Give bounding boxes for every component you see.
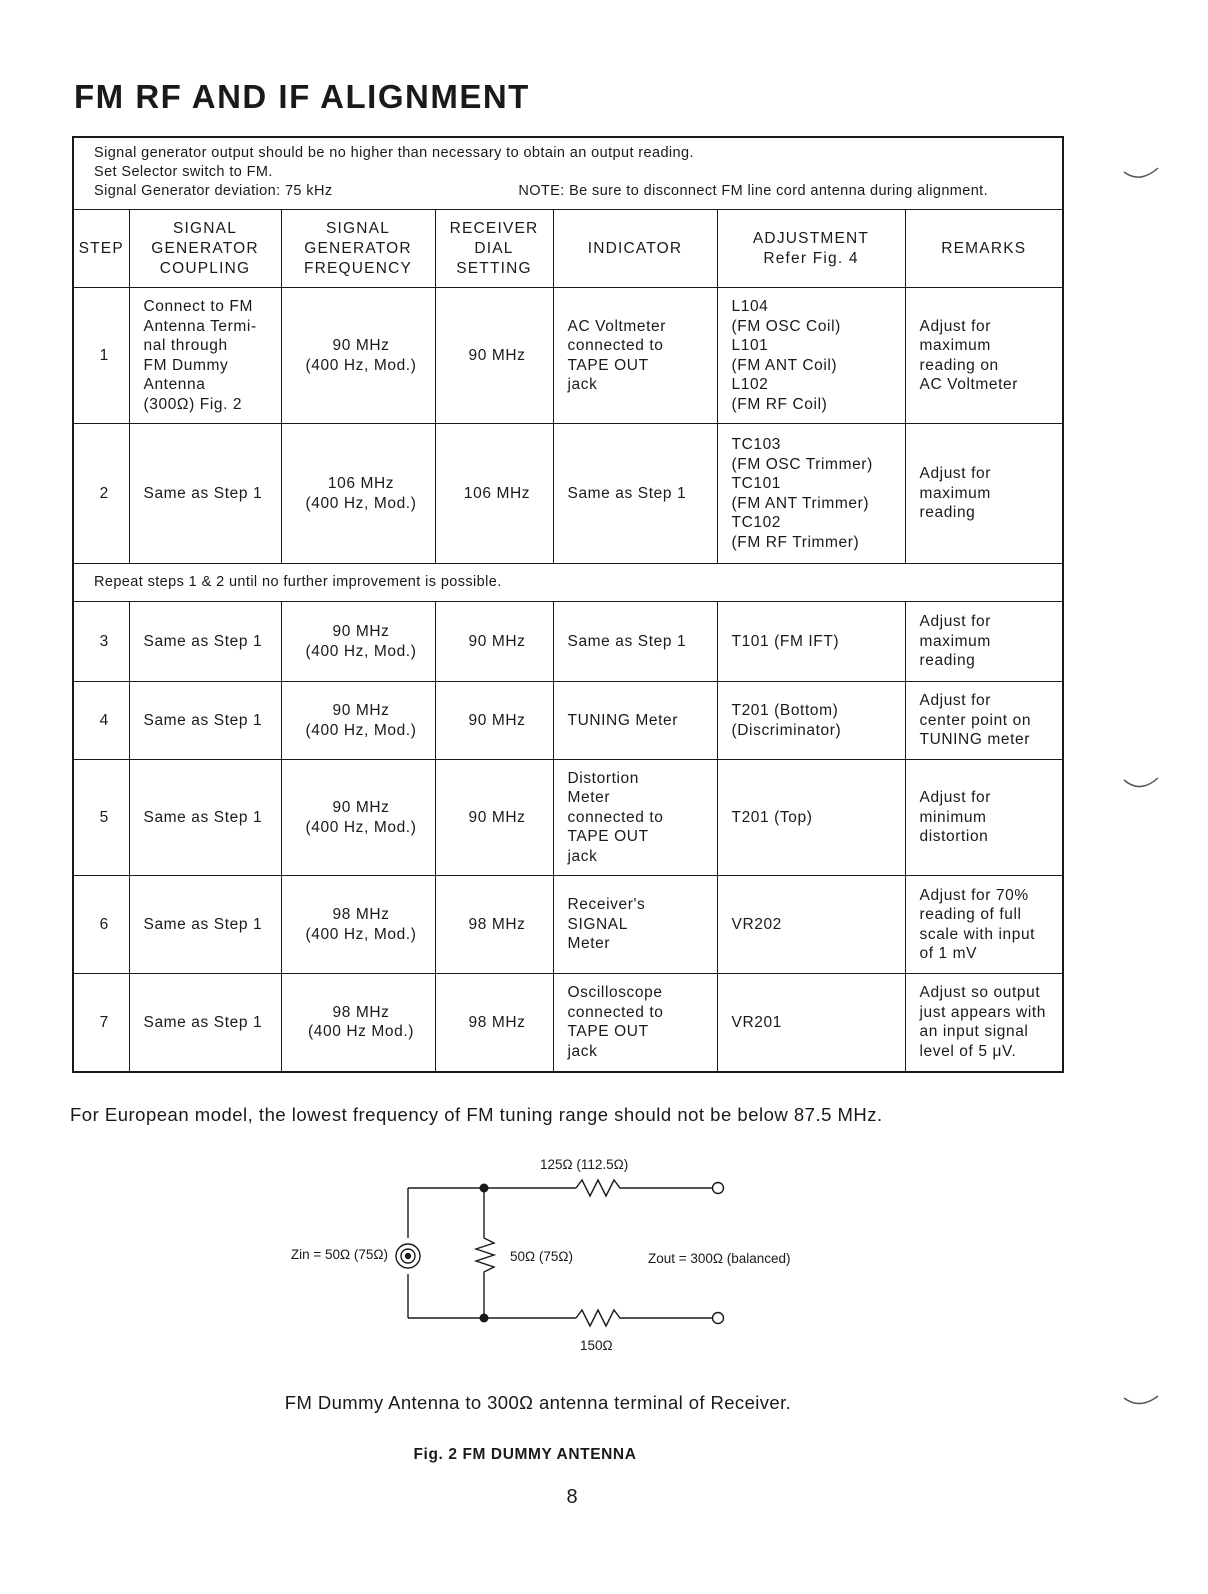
indicator-cell: TUNING Meter: [553, 682, 717, 760]
shunt-resistor-label: 50Ω (75Ω): [510, 1249, 573, 1264]
header-indicator: INDICATOR: [553, 210, 717, 288]
page-number: 8: [566, 1486, 578, 1508]
header-coupling: SIGNAL GENERATOR COUPLING: [129, 210, 281, 288]
table-row: [73, 682, 1063, 760]
step-cell: 4: [73, 682, 129, 760]
frequency-cell: 106 MHz (400 Hz, Mod.): [281, 424, 435, 564]
frequency-cell: 90 MHz (400 Hz, Mod.): [281, 760, 435, 876]
header-remarks: REMARKS: [905, 210, 1063, 288]
figure-caption: FM Dummy Antenna to 300Ω antenna terminal of Receiver.: [284, 1392, 792, 1413]
note-selector: Set Selector switch to FM.: [94, 164, 273, 180]
coupling-cell: Same as Step 1: [129, 974, 281, 1072]
binder-hole-mark-top: [1122, 162, 1162, 186]
output-terminal-bottom: [713, 1313, 724, 1324]
adjustment-cell: VR201: [717, 974, 905, 1072]
note-deviation: Signal Generator deviation: 75 kHz: [94, 183, 333, 199]
indicator-cell: AC Voltmeter connected to TAPE OUT jack: [553, 288, 717, 424]
frequency-cell: 90 MHz (400 Hz, Mod.): [281, 602, 435, 682]
alignment-table-wrapper: [72, 136, 1062, 1073]
bottom-series-resistor: [576, 1310, 712, 1326]
step-cell: 7: [73, 974, 129, 1072]
remarks-cell: Adjust so output just appears with an input signal level of 5 μV.: [905, 974, 1063, 1072]
header-dial: RECEIVER DIAL SETTING: [435, 210, 553, 288]
table-row: [73, 424, 1063, 564]
coupling-cell: Same as Step 1: [129, 760, 281, 876]
indicator-cell: Same as Step 1: [553, 424, 717, 564]
remarks-cell: Adjust for maximum reading: [905, 602, 1063, 682]
adjustment-cell: T101 (FM IFT): [717, 602, 905, 682]
step-cell: 5: [73, 760, 129, 876]
binder-hole-mark-middle: [1122, 772, 1162, 796]
note-disconnect: NOTE: Be sure to disconnect FM line cord antenna during alignment.: [518, 183, 989, 199]
output-terminal-top: [713, 1183, 724, 1194]
coupling-cell: Same as Step 1: [129, 424, 281, 564]
indicator-cell: Same as Step 1: [553, 602, 717, 682]
remarks-cell: Adjust for minimum distortion: [905, 760, 1063, 876]
step-cell: 6: [73, 876, 129, 974]
repeat-row: [73, 564, 1063, 602]
adjustment-cell: T201 (Bottom) (Discriminator): [717, 682, 905, 760]
binder-hole-mark-bottom: [1122, 1390, 1162, 1414]
indicator-cell: Oscilloscope connected to TAPE OUT jack: [553, 974, 717, 1072]
header-adjustment: ADJUSTMENT Refer Fig. 4: [717, 210, 905, 288]
notes-cell: [73, 137, 1063, 210]
coax-center-pin: [405, 1253, 411, 1259]
remarks-cell: Adjust for 70% reading of full scale with input of 1 mV: [905, 876, 1063, 974]
top-resistor-label: 125Ω (112.5Ω): [540, 1157, 629, 1172]
coupling-cell: Same as Step 1: [129, 682, 281, 760]
frequency-cell: 98 MHz (400 Hz Mod.): [281, 974, 435, 1072]
dial-cell: 98 MHz: [435, 876, 553, 974]
dial-cell: 106 MHz: [435, 424, 553, 564]
coupling-cell: Same as Step 1: [129, 876, 281, 974]
table-row: [73, 876, 1063, 974]
dial-cell: 98 MHz: [435, 974, 553, 1072]
coupling-cell: Connect to FM Antenna Termi- nal through FM Dummy Antenna (300Ω) Fig. 2: [129, 288, 281, 424]
european-model-note: For European model, the lowest frequency of FM tuning range should not be below 87.5 MHz.: [70, 1104, 883, 1125]
header-step: STEP: [73, 210, 129, 288]
top-series-resistor: [576, 1180, 712, 1196]
remarks-cell: Adjust for maximum reading: [905, 424, 1063, 564]
adjustment-cell: T201 (Top): [717, 760, 905, 876]
step-cell: 2: [73, 424, 129, 564]
dial-cell: 90 MHz: [435, 288, 553, 424]
junction-dot-bottom: [480, 1314, 489, 1323]
shunt-resistor: [476, 1188, 494, 1318]
frequency-cell: 98 MHz (400 Hz, Mod.): [281, 876, 435, 974]
adjustment-cell: TC103 (FM OSC Trimmer) TC101 (FM ANT Trimmer) TC102 (FM RF Trimmer): [717, 424, 905, 564]
note-output-level: Signal generator output should be no higher than necessary to obtain an output reading.: [94, 145, 694, 161]
step-cell: 1: [73, 288, 129, 424]
header-row: [73, 210, 1063, 288]
dial-cell: 90 MHz: [435, 760, 553, 876]
notes-row: [73, 137, 1063, 210]
indicator-cell: Receiver's SIGNAL Meter: [553, 876, 717, 974]
figure-label: Fig. 2 FM DUMMY ANTENNA: [413, 1446, 637, 1463]
frequency-cell: 90 MHz (400 Hz, Mod.): [281, 682, 435, 760]
page-title: FM RF AND IF ALIGNMENT: [74, 78, 530, 115]
frequency-cell: 90 MHz (400 Hz, Mod.): [281, 288, 435, 424]
indicator-cell: Distortion Meter connected to TAPE OUT jack: [553, 760, 717, 876]
repeat-note: Repeat steps 1 & 2 until no further improvement is possible.: [73, 564, 1063, 602]
dummy-antenna-schematic: [250, 1150, 850, 1360]
dial-cell: 90 MHz: [435, 682, 553, 760]
bottom-resistor-label: 150Ω: [580, 1338, 613, 1353]
table-row: [73, 760, 1063, 876]
coupling-cell: Same as Step 1: [129, 602, 281, 682]
dial-cell: 90 MHz: [435, 602, 553, 682]
alignment-table: [72, 136, 1064, 1073]
zin-label: Zin = 50Ω (75Ω): [290, 1247, 388, 1262]
remarks-cell: Adjust for maximum reading on AC Voltmeter: [905, 288, 1063, 424]
adjustment-cell: VR202: [717, 876, 905, 974]
header-frequency: SIGNAL GENERATOR FREQUENCY: [281, 210, 435, 288]
adjustment-cell: L104 (FM OSC Coil) L101 (FM ANT Coil) L102 (FM RF Coil): [717, 288, 905, 424]
step-cell: 3: [73, 602, 129, 682]
table-row: [73, 602, 1063, 682]
junction-dot-top: [480, 1184, 489, 1193]
table-row: [73, 288, 1063, 424]
zout-label: Zout = 300Ω (balanced): [648, 1251, 791, 1266]
remarks-cell: Adjust for center point on TUNING meter: [905, 682, 1063, 760]
table-row: [73, 974, 1063, 1072]
